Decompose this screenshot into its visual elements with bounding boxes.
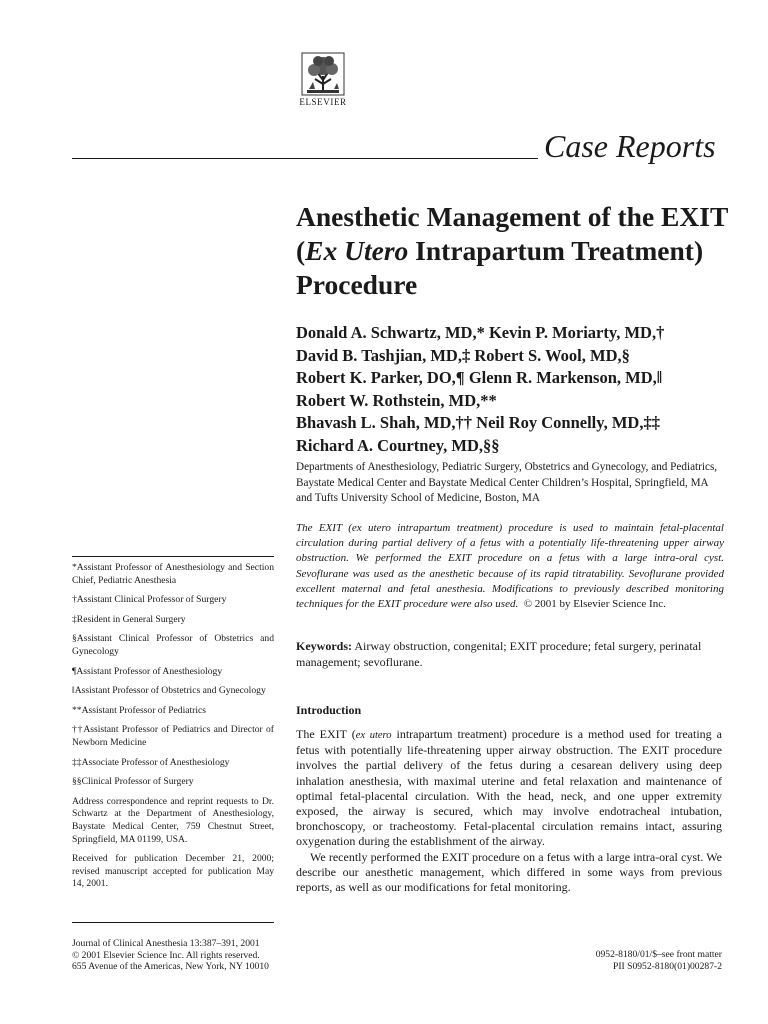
footnote: **Assistant Professor of Pediatrics	[72, 704, 207, 716]
issn: 0952-8180/01/$–see front matter	[595, 949, 722, 960]
affiliation: Departments of Anesthesiology, Pediatric Surgery, Obstetrics and Gynecology, and Pediatrics, Baystate Medical Center and Baystate Medical Center Children’s Hospital, Springfield, MA and Tufts University School of Medicine, Boston, MA	[296, 461, 718, 504]
section-rule	[72, 158, 538, 159]
abstract-copyright: © 2001 by Elsevier Science Inc.	[523, 598, 666, 611]
keywords-label: Keywords:	[296, 639, 352, 653]
author-line: Robert W. Rothstein, MD,**	[296, 390, 497, 410]
author-line: David B. Tashjian, MD,‡ Robert S. Wool, MD,§	[296, 345, 630, 365]
keywords	[296, 638, 724, 670]
title-italic-part: Ex Utero	[305, 235, 409, 266]
intro-paragraph: We recently performed the EXIT procedure on a fetus with a large intra-oral cyst. We describe our anesthetic management, which differed in some ways from previous reports, as well as our modifications for fetal monitoring.	[296, 849, 722, 895]
publisher-logo	[290, 52, 356, 107]
journal-copyright: © 2001 Elsevier Science Inc. All rights reserved.	[72, 949, 260, 961]
correspondence-note: Address correspondence and reprint requests to Dr. Schwartz at the Department of Anesthesiology, Baystate Medical Center, 759 Chestnut Street, Springfield, MA 01199, USA.	[72, 795, 274, 845]
author-line: Donald A. Schwartz, MD,* Kevin P. Moriarty, MD,†	[296, 323, 665, 342]
footnote: *Assistant Professor of Anesthesiology and Section Chief, Pediatric Anesthesia	[72, 562, 274, 586]
author-line: Richard A. Courtney, MD,§§	[296, 435, 500, 455]
title-part-2: Intrapartum Treatment) Procedure	[296, 235, 704, 300]
footnote: ¶Assistant Professor of Anesthesiology	[72, 665, 223, 677]
intro-p1-start: The EXIT (	[296, 727, 356, 741]
intro-p1-italic: ex utero	[355, 730, 392, 741]
author-list	[296, 322, 736, 457]
footnote: ††Assistant Professor of Pediatrics and Director of Newborn Medicine	[72, 724, 274, 748]
section-title: Case Reports	[544, 128, 716, 164]
publisher-wordmark: ELSEVIER	[299, 97, 347, 107]
intro-paragraph	[296, 727, 722, 850]
abstract	[296, 521, 724, 612]
footnote: ‖Assistant Professor of Obstetrics and Gynecology	[72, 685, 266, 697]
publisher-address: 655 Avenue of the Americas, New York, NY 10010	[72, 961, 269, 972]
footnote-rule	[72, 556, 274, 557]
issn-info	[450, 949, 722, 972]
article-title	[296, 200, 736, 302]
footnote: ‡Resident in General Surgery	[72, 613, 186, 625]
publication-dates-note: Received for publication December 21, 2000; revised manuscript accepted for publication May 14, 2001.	[72, 853, 274, 890]
journal-citation: Journal of Clinical Anesthesia 13:387–391, 2001	[72, 938, 260, 949]
author-line: Robert K. Parker, DO,¶ Glenn R. Markenson, MD,‖	[296, 368, 663, 387]
abstract-text: The EXIT (ex utero intrapartum treatment) procedure is used to maintain fetal-placental circulation during partial delivery of a fetus with a potentially life-threatening upper airway obstruction. We performed the EXIT procedure on a fetus with a large intra-oral cyst. Sevoflurane was used as the anesthetic because of its rapid titratability. Sevoflurane provided excellent maternal and fetal anesthesia. Modifications to previously described monitoring techniques for the EXIT procedure were also used.	[296, 522, 724, 611]
intro-p1-rest: intrapartum treatment) procedure is a method used for treating a fetus with potentially life-threatening upper airway obstruction. The EXIT procedure involves the partial delivery of the fetus during a cesarean delivery using deep inhalation anesthesia, with maximal uterine and fetal relaxation and maintenance of optimal fetal-placental circulation. With the head, neck, and one upper extremity exposed, the airway is secured, which may involve endotracheal intubation, bronchoscopy, or tracheostomy. Fetal-placental circulation remains intact, assuring oxygenation during the establishment of the airway.	[296, 727, 722, 849]
introduction-heading: Introduction	[296, 703, 362, 717]
keywords-text: Airway obstruction, congenital; EXIT procedure; fetal surgery, perinatal management; sevoflurane.	[296, 639, 702, 669]
footnotes	[72, 562, 274, 898]
title-part-1: Anesthetic Management of the EXIT (	[296, 201, 728, 266]
pii: PII S0952-8180(01)00287-2	[613, 960, 722, 972]
introduction-body	[296, 727, 722, 895]
footnote: §§Clinical Professor of Surgery	[72, 776, 194, 788]
elsevier-tree-icon	[301, 52, 345, 96]
footnote: †Assistant Clinical Professor of Surgery	[72, 594, 227, 606]
footnote-bottom-rule	[72, 922, 274, 923]
footnote: ‡‡Associate Professor of Anesthesiology	[72, 756, 230, 768]
journal-info	[72, 938, 372, 973]
author-line: Bhavash L. Shah, MD,†† Neil Roy Connelly, MD,‡‡	[296, 413, 660, 432]
footnote: §Assistant Clinical Professor of Obstetrics and Gynecology	[72, 633, 274, 657]
